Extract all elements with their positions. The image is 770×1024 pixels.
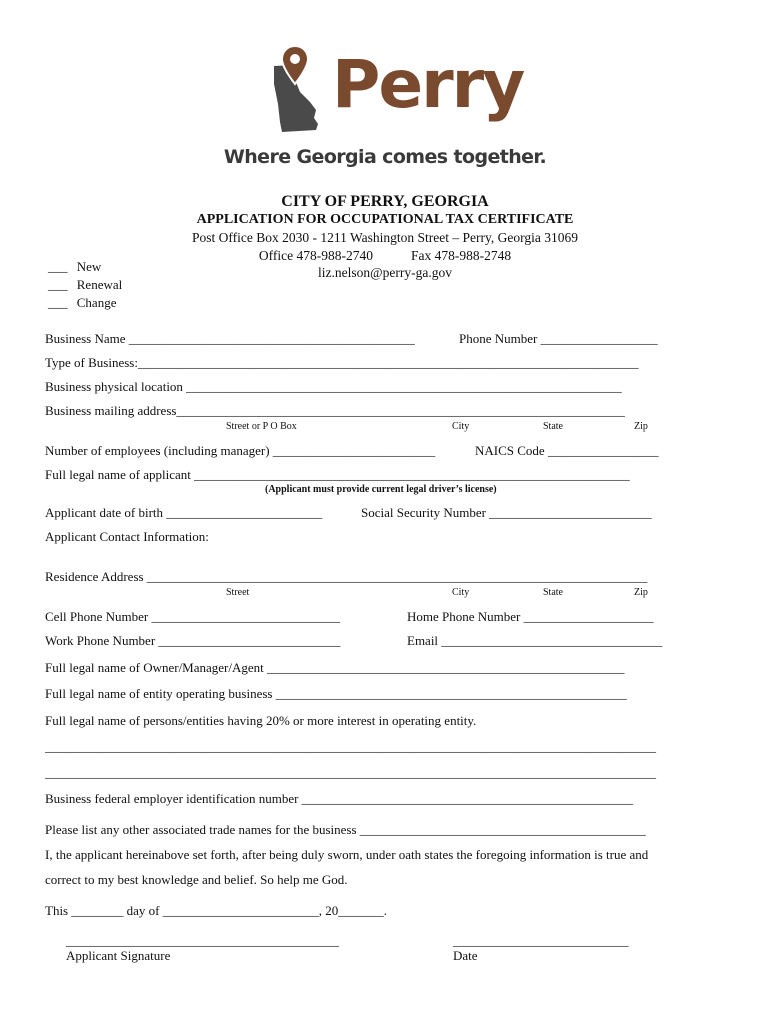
applicant-legal-name-field[interactable]: Full legal name of applicant ___________________________________________________________________ <box>45 467 630 482</box>
status-blank[interactable]: ___ <box>48 277 68 292</box>
residence-street-label: Street <box>226 587 250 598</box>
date-label: Date <box>453 948 478 963</box>
interest-holders-label: Full legal name of persons/entities having 20% or more interest in operating entity. <box>45 713 477 728</box>
interest-holders-line-1[interactable]: ______________________________________________________________________________________________ <box>45 739 656 754</box>
date-of-birth-field[interactable]: Applicant date of birth ________________________ <box>45 505 323 520</box>
status-option-renewal[interactable] <box>48 277 122 293</box>
entity-operating-field[interactable]: Full legal name of entity operating business ______________________________________________________ <box>45 686 627 701</box>
status-blank[interactable]: ___ <box>48 259 68 274</box>
ssn-field[interactable]: Social Security Number _________________________ <box>361 505 652 520</box>
status-blank[interactable]: ___ <box>48 295 68 310</box>
fein-field[interactable]: Business federal employer identification number ___________________________________________________ <box>45 791 634 806</box>
cell-phone-field[interactable]: Cell Phone Number _____________________________ <box>45 609 341 624</box>
mailing-address-field[interactable]: Business mailing address_____________________________________________________________________ <box>45 403 625 418</box>
mailing-state-label: State <box>543 421 563 432</box>
mailing-zip-label: Zip <box>634 421 648 432</box>
logo-wordmark: Perry <box>332 46 524 123</box>
interest-holders-line-2[interactable]: ______________________________________________________________________________________________ <box>45 765 656 780</box>
drivers-license-note: (Applicant must provide current legal driver’s license) <box>265 484 497 495</box>
status-option-change[interactable] <box>48 295 116 311</box>
perry-logo <box>270 44 524 140</box>
status-option-new[interactable] <box>48 259 101 275</box>
home-phone-field[interactable]: Home Phone Number ____________________ <box>407 609 654 624</box>
georgia-map-pin-icon <box>270 44 332 134</box>
fax-number: Fax 478-988-2748 <box>410 248 512 263</box>
phone-number-field[interactable]: Phone Number __________________ <box>459 331 658 346</box>
oath-line-2: correct to my best knowledge and belief. So help me God. <box>45 872 348 887</box>
type-of-business-field[interactable]: Type of Business:_____________________________________________________________________________ <box>45 355 639 370</box>
signature-line[interactable]: __________________________________________ <box>66 933 339 948</box>
business-name-field[interactable]: Business Name ____________________________________________ <box>45 331 415 346</box>
owner-manager-field[interactable]: Full legal name of Owner/Manager/Agent _______________________________________________________ <box>45 660 625 675</box>
email-field[interactable]: Email __________________________________ <box>407 633 663 648</box>
employees-field[interactable]: Number of employees (including manager) _________________________ <box>45 443 436 458</box>
trade-names-field[interactable]: Please list any other associated trade names for the business ____________________________________________ <box>45 822 646 837</box>
residence-zip-label: Zip <box>634 587 648 598</box>
contact-email: liz.nelson@perry-ga.gov <box>318 265 452 280</box>
oath-line-1: I, the applicant hereinabove set forth, after being duly sworn, under oath states the foregoing information is true and <box>45 847 649 862</box>
contact-info-heading: Applicant Contact Information: <box>45 529 209 544</box>
status-label: Change <box>76 295 117 310</box>
date-line[interactable]: ___________________________ <box>453 933 629 948</box>
work-phone-field[interactable]: Work Phone Number ____________________________ <box>45 633 341 648</box>
this-day-field[interactable]: This ________ day of ________________________, 20_______. <box>45 903 387 918</box>
city-heading: CITY OF PERRY, GEORGIA <box>281 193 489 210</box>
mailing-street-label: Street or P O Box <box>226 421 297 432</box>
physical-location-field[interactable]: Business physical location ___________________________________________________________________ <box>45 379 622 394</box>
logo-tagline: Where Georgia comes together. <box>223 146 547 168</box>
residence-city-label: City <box>452 587 470 598</box>
signature-label: Applicant Signature <box>66 948 171 963</box>
contact-phones <box>0 248 770 264</box>
residence-state-label: State <box>543 587 563 598</box>
residence-address-field[interactable]: Residence Address _____________________________________________________________________________ <box>45 569 648 584</box>
office-phone: Office 478-988-2740 <box>258 248 373 263</box>
status-label: New <box>76 259 102 274</box>
mailing-city-label: City <box>452 421 470 432</box>
form-title: APPLICATION FOR OCCUPATIONAL TAX CERTIFICATE <box>196 212 574 227</box>
naics-code-field[interactable]: NAICS Code _________________ <box>475 443 659 458</box>
status-label: Renewal <box>76 277 123 292</box>
mailing-address: Post Office Box 2030 - 1211 Washington Street – Perry, Georgia 31069 <box>192 230 578 245</box>
